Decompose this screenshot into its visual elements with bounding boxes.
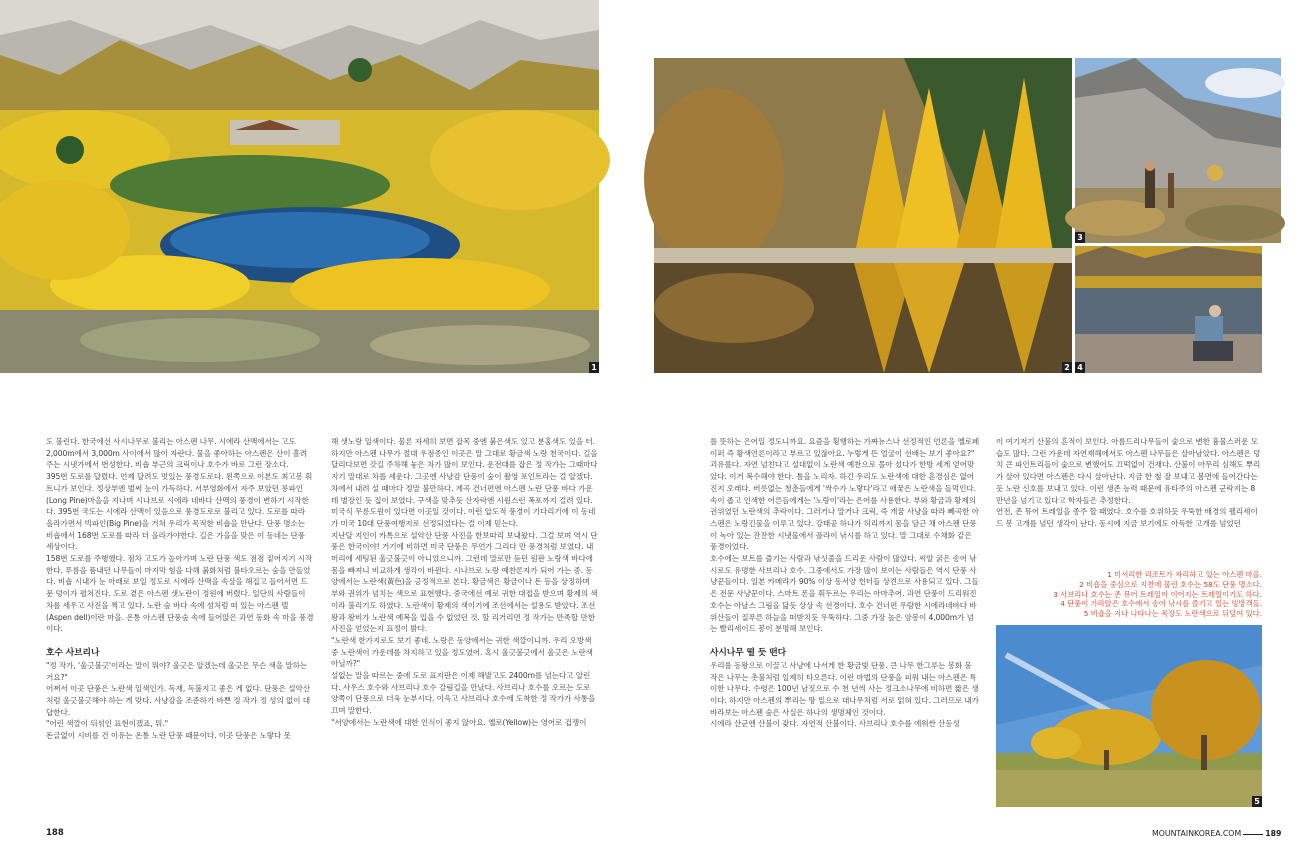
body-paragraph: 우리를 동왕으로 이끌고 사냥에 나서게 한 황금빛 단풍. 큰 나무 한그루는 봉화 뭉 작은 나무는 촛불처럼 일제히 타오른다. 이런 마법의 단풍을 피워 내는 아스펜은 특이한 나무다. 수령은 100년 남짓으로 수 천 년씩 사는 정크소나무에 비하면 짧은 생이다. 하지만 아스펜의 뿌리는 땅 밑으로 대나무처럼 서로 얽혀 있다. 그러므로 내가 바라보는 아스펜 숲은 사실은 하나의 생명체인 것이다. — [710, 660, 979, 717]
paragraph-gap — [46, 635, 314, 646]
footer-rule — [1243, 834, 1263, 835]
body-paragraph: 시에라 산군엔 산불이 잦다. 자연적 산불이다. 사브리나 호수를 에워싼 산등성 — [710, 719, 960, 729]
body-paragraph: 괴유를다. 자연 넘친다고 설대없이 노란색 예찬으로 몰아 섰다가 한방 세게 얻어맞았다. 이거 복수해야 한다. 틈을 노리자. 하긴 우리도 노란색에 대한 혼경심은 없어 진지 오래다. 버릇없는 청춘들에게 '싹수가 노랗다'라고 애꿎은 노란색을 들먹인다. 속이 좁고 인색한 어른들에게는 '노랑이'라는 은어를 사용한다. 부와 황금과 황제의 권위였던 노란색의 추락이다. 그러거나 말거나 크릭, 즉 개꿈 사냥을 따라 빼곡한 아스펜은 노랑긴물을 이루고 있다. 강태공 하나가 허리까지 몸을 담근 채 아스펜 단풍이 녹아 있는 잔잔한 시냇물에서 플라이 낚시를 하고 있다. 말 그대로 수채화 같은 풍경이었다. — [710, 460, 979, 552]
caption-line: 4 단풍이 가라앉은 호수에서 송어 낚시를 즐기고 있는 빙방객들. — [1060, 599, 1262, 609]
body-paragraph: 지난달 지인이 카톡으로 설악산 단풍 사진을 한보따리 보내왔다. 그걸 보며 역시 단풍은 한국이야! 거기에 비하면 미국 단풍은 무언가 그리다 만 풍경처럼 보였다. 내 머리에 세팅된 울긋불긋이 아니었으니까. 그런데 말로만 듣던 원판 노랑색 바다에 몸을 빠져니 비교하게 생각이 바뀐다. 시나브로 노랑 예찬론자가 되어 가는 중. 동양에서는 노란색(黃色)을 긍정적으로 본다. 황금색은 황금이나 돈 등을 상징하며 부와 권위가 넘치는 색으로 표현했다. 중국에선 예로 귀한 대접을 받으며 황제의 색이라 불리기도 하였다. 노란색이 황제의 색이기에 조선에서는 설용도 받았다. 조선 왕과 왕비가 노란색 예복을 입을 수 없었던 것. 할 리거리면 정 작가는 만족할 만한 사진을 얻었는지 표정이 밝다. — [331, 530, 598, 634]
photo-number-2: 2 — [1062, 362, 1072, 373]
hikers-trail-photo — [1075, 58, 1281, 243]
body-paragraph: "어린 색깔이 뒤섞인 표현이겠죠, 뭐." — [46, 719, 168, 729]
page-number-right: 189 — [1265, 829, 1282, 838]
body-paragraph: 돈글없이 시비를 건 이유는 온통 노란 단풍 때문이다. 이곳 단풍은 노랗다 못 — [46, 731, 291, 741]
paragraph-gap — [710, 635, 980, 646]
body-paragraph: 도 불린다. 한국에선 사시나무로 불리는 아스펜 나무. 시에라 산맥에서는 고도 2,000m에서 3,000m 사이에서 많이 자란다. 물을 좋아하는 아스펜은 산이 흘려주는 시냇가에서 번성한다. 비숍 부근의 크릭이나 호수가 바로 그런 장소다. — [46, 437, 308, 470]
body-paragraph: 어쩌서 이곳 단풍은 노란색 일색인가. 독재, 독불지고 좋은 게 없다. 단풍은 설악산처럼 울긋불긋해야 하는 게 맞다. 사냥감을 조준하기 바쁜 정 작가 정 성의 없이 대답한다. — [46, 684, 310, 717]
photo-number-3: 3 — [1075, 232, 1085, 243]
body-paragraph: "정 작가, '울긋불긋'이라는 말이 뭐야? 울긋은 알겠는데 울긋은 무슨 색을 말하는 거요?" — [46, 660, 308, 682]
section-heading: 사시나무 떨 듯 떤다 — [710, 647, 787, 658]
fishing-anglers-photo — [1064, 246, 1262, 373]
body-paragraph: 호수에는 보트를 즐기는 사람과 낚싯줄을 드리운 사람이 많았다. 씨알 굵은 송어 낚시로도 유명한 사브리나 호수. 그중에서도 가장 많이 보이는 사람들은 역시 단풍 사냥꾼들이다. 일본 카메라가 90% 이상 동서양 헌터들 상견으로 사용되고 있다. 그들은 전문 사냥꾼이다. 스마트 폰을 휘두르는 우리는 아마추어. 과연 단풍이 드리워진 호수는 아날스 그림을 닮듯 상상 속 선경이다. 호수 건너편 우람한 시에라네바다 바위산들이 질푸른 하늘을 떠받치듯 우뚝하다. 그중 가장 높은 암봉이 4,000m가 넘는 빨리세이드 봉이 분명해 보인다. — [710, 554, 979, 634]
body-paragraph: 연전, 존 뮤어 트레일을 종주 할 때였다. 호수를 호위하듯 우뚝한 배경의 펠리세이드 봉 고개를 넘던 생각이 난다. 동시에 지금 보기에도 아득한 고개를 넘었던 — [996, 507, 1258, 528]
left-column-1 — [46, 436, 314, 742]
ranch-cottonwoods-photo — [996, 625, 1262, 807]
caption-line: 2 비숍을 중심으로 지천에 물린 호수는 58도 단풍 명소다. — [1079, 579, 1262, 589]
site-label — [1152, 829, 1281, 838]
photo-number-4: 4 — [1075, 362, 1085, 373]
body-paragraph: "서양에서는 노란색에 대한 인식이 좋지 않아요. 옐로(Yellow)는 영어로 겁쟁이 — [331, 717, 587, 727]
body-paragraph: 를 뜻하는 은어일 정도니까요. 요즘을 횡행하는 가짜뉴스나 선정적인 언론을 옐로페이퍼 즉 황색언론이라고 부르고 있잖아요. 누렇게 뜬 얼굴이 선배는 보기 좋아요?" — [710, 437, 980, 458]
body-paragraph: 해 샛노랑 일색이다. 물론 자세히 보면 잡목 중엔 붉은색도 있고 분홍색도 있을 터. 하지만 아스펜 나무가 절대 우점종인 이곳은 말 그대로 황금색 노랑 천국이다. 길을 달리다보면 갓길 주차해 놓은 차가 많이 보인다. 운전대를 잡은 정 작가는 그때마다 지기 말대로 차를 세운다. 그곳엔 사냥감 단풍이 숲이 촬영 포인트라는 걸 알겠다. 차에서 내려 설 때마다 정말 불만하다. 계곡 건너편엔 아스펜 노란 단풍 바다 가운데 별장인 듯 집이 보였다. 구색을 맞추듯 산자락엔 시원스런 폭포까지 걸려 있다. 미국식 무릉도원이 있다면 이곳일 것이다. 이런 압도적 풍경이 기다리기에 이 동네가 미국 10대 단풍여행지로 선정되었다는 걸 이제 믿는다. — [331, 437, 598, 528]
photo-captions — [1020, 570, 1262, 619]
page-number-left: 188 — [46, 828, 64, 838]
caption-line: 3 사브리나 호수는 존 뮤어 트레일이 이어지는 트레일이기도 하다. — [1053, 589, 1262, 599]
left-column-2 — [331, 436, 599, 729]
body-paragraph: 158번 도로를 주행했다. 점차 고도가 높아가며 노란 단풍 색도 점점 짙어지기 시작한다. 푸름을 품내던 나무들이 마지막 힘을 다해 붉화처럼 불타오르는 숨을 만들었다. 비숍 시내가 눈 아래로 보일 정도로 시에라 산맥을 속살을 해집고 들어서면 드문 덩이가 펼쳐진다. 도로 곁은 아스펜 샛노란이 정원에 버렸다. 일단의 사람들이 차를 세우고 사진을 찍고 있다. 노란 숲 바다 속에 섬처럼 떠 있는 아스펜 델(Aspen dell)이란 마을. 온통 아스펜 단풍숲 속에 들어앉은 과연 동화 속 마을 풍경이다. — [46, 554, 314, 634]
body-paragraph: 이 여기저기 산불의 흔적이 보인다. 아름드리나무들이 숯으로 변한 흉물스러운 모습도 많다. 그런 가운데 자연재해에서도 아스펜 나무들은 살아남았다. 아스펜은 덩치 큰 파인트리들이 숯으로 변했어도 끄떡없이 건재다. 산불이 아무리 심해도 뿌리가 살아 있다면 아스펜은 다시 살아난다. 지금 한 철 잘 보내고 봄면에 들어간다는 듯 노란 신호를 보내고 있다. 이런 생존 능력 때문에 유타주의 아스펜 군락지는 8만년을 넘기고 있다고 학자들은 추정한다. — [996, 437, 1261, 505]
right-column-2 — [996, 436, 1262, 530]
body-paragraph: 설없는 말을 따르는 중에 도로 표지판은 이제 해발고도 2400m를 넘는다고 알린다. 사우스 호수와 사브리나 호수 갈림길을 만났다. 사브리나 호수를 오르는 도로 양쪽이 단풍으로 더욱 눈부시다. 이윽고 사브리나 호수에 도착한 정 작가가 사통을 끄며 말한다. — [331, 671, 596, 716]
caption-line: 5 비숍을 지나 나타나는 목장도 노란색으로 뒤덮여 있다. — [1083, 609, 1262, 619]
body-paragraph: 395번 도로를 달렸다. 언제 달려도 멋있는 풍경도로다. 왼쪽으로 이본도 최고봉 휘트니가 보인다. 정상부엔 벌써 눈이 가득하다. 서부영화에서 자주 보았던 롱파인(Long Pine)마을을 지나며 시나브로 시에라 네바다 산맥의 풍경이 변하기 시작한다. 395번 국도는 시에라 산맥이 있음으로 풍경도로로 불리고 있다. 도로를 따라 올라가면서 빅파인(Big Pine)을 거쳐 우리가 목적한 비숍을 만난다. 단풍 명소는 비숍에서 168번 도로를 따라 더 올라가야한다. 길은 가을을 맞은 이 동네는 단풍 세상이다. — [46, 472, 313, 552]
right-column-1 — [710, 436, 980, 730]
photo-number-5: 5 — [1252, 796, 1262, 807]
site-url: MOUNTAINKOREA.COM — [1152, 829, 1242, 838]
caption-line: 1 미서리한 리조트가 자리하고 있는 아스펜 마을. — [1107, 570, 1262, 579]
photo-number-1: 1 — [589, 362, 599, 373]
aspen-village-lake-photo — [0, 0, 599, 373]
lake-reflection-photo — [654, 58, 1072, 373]
body-paragraph: "노란색 한가지로도 보기 좋네. 노랑은 동양에서는 귀한 색깔이니까. 우리 오방색 중 노란색이 가운데를 차지하고 있을 정도였어. 혹시 울긋불긋에서 울긋은 노란색 아닐까?" — [331, 635, 593, 669]
section-heading: 호수 사브리나 — [46, 647, 100, 658]
